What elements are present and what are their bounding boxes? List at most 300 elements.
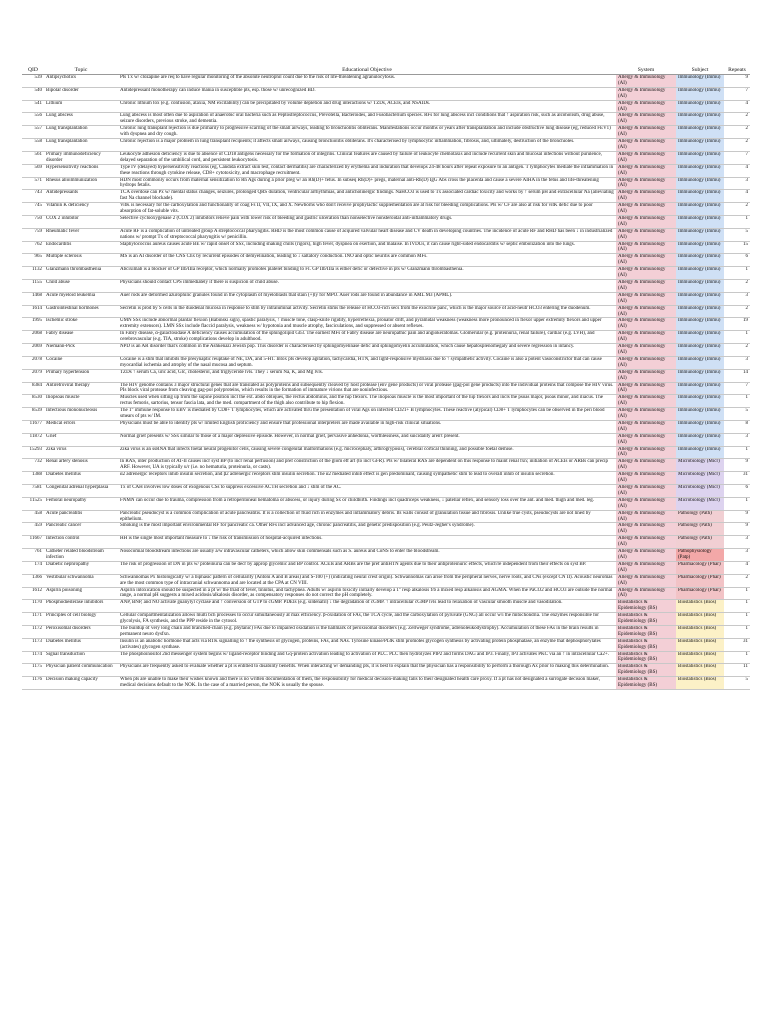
cell-subject: Immunology (Immu): [676, 139, 724, 152]
cell-system: Allergy & Immunology (AI): [616, 75, 676, 88]
cell-qid: 1155: [22, 280, 44, 293]
cell-subject: Pharmacology (Phar): [676, 587, 724, 600]
cell-system: Allergy & Immunology (AI): [616, 280, 676, 293]
cell-system: Biostatistics & Epidemiology (BS): [616, 664, 676, 677]
cell-repeats: 3: [724, 536, 750, 549]
cell-qid: 569: [22, 164, 44, 177]
cell-qid: 1388: [22, 472, 44, 485]
cell-repeats: 1: [724, 587, 750, 600]
cell-system: Allergy & Immunology (AI): [616, 472, 676, 485]
cell-topic: Acute myeloid leukemia: [44, 292, 118, 305]
cell-subject: Immunology (Immu): [676, 356, 724, 369]
cell-subject: Immunology (Immu): [676, 420, 724, 433]
cell-system: Allergy & Immunology (AI): [616, 305, 676, 318]
cell-objective: In RAS, inter production of AT-II causes incr syst BP (to incr renal perfusion) and pref constriction of the glom eff art (to incr GFR). Pts w/ bilateral RAS are dependent on this response to maint renal fxn; initiation of ACEIs or ARBs can precip ARF. However, UA is typically u/r (i.e. no hematuria, proteinuria, or casts).: [118, 459, 616, 472]
cell-system: Allergy & Immunology (AI): [616, 459, 676, 472]
table-row: [22, 356, 750, 369]
cell-objective: Lung abscess is most often due to aspiration of anaerobic oral bacteria such as Peptostreptococcus, Prevotella, Bacteroides, and Fusobacterium species. RFs for lung abscess incl conditions that ↑ aspiration risk, such as alcoholism, drug abuse, seizure disorders, previous stroke, and dementia.: [118, 113, 616, 126]
cell-subject: Biostatistics (Bios): [676, 600, 724, 613]
cell-repeats: 4: [724, 561, 750, 574]
cell-topic: Vitamin K deficiency: [44, 203, 118, 216]
cell-repeats: 14: [724, 369, 750, 382]
cell-topic: Antidepressants: [44, 190, 118, 203]
cell-objective: Selective cyclooxygenase 2 (COX 2) inhibitors relieve pain with lower risk of bleeding and gastric ulceration than nonselective nonsteroidal anti-inflammatory drugs.: [118, 215, 616, 228]
cell-topic: Hypersensitivity reactions: [44, 164, 118, 177]
cell-subject: Immunology (Immu): [676, 177, 724, 190]
cell-repeats: 3: [724, 356, 750, 369]
cell-subject: Immunology (Immu): [676, 87, 724, 100]
cell-repeats: 9: [724, 510, 750, 523]
cell-qid: 761: [22, 549, 44, 562]
cell-subject: Immunology (Immu): [676, 267, 724, 280]
cell-system: Allergy & Immunology (AI): [616, 164, 676, 177]
header-objective: Educational Objective: [118, 66, 616, 75]
cell-topic: Principles of cell biology: [44, 613, 118, 626]
cell-subject: Immunology (Immu): [676, 344, 724, 357]
table-row: [22, 382, 750, 395]
table-row: [22, 292, 750, 305]
cell-topic: Glanzmann thrombasthenia: [44, 267, 118, 280]
header-qid: QID: [22, 66, 44, 75]
table-body: [22, 75, 750, 690]
cell-repeats: 6: [724, 254, 750, 267]
cell-subject: Microbiology (Micr): [676, 485, 724, 498]
cell-repeats: 4: [724, 190, 750, 203]
cell-system: Allergy & Immunology (AI): [616, 139, 676, 152]
cell-repeats: 4: [724, 164, 750, 177]
cell-topic: Peroxisomal disorders: [44, 625, 118, 638]
cell-objective: When pts are unable to make their wishes known and there is no written documentation of them, the responsibility for medical decision-making falls to their designated health care proxy. If a pt has not designated a surrogate decision maker, medical decisions default to the NOK. In the case of a married person, the NOK is usually the spouse.: [118, 677, 616, 690]
cell-repeats: 2: [724, 305, 750, 318]
cell-system: Biostatistics & Epidemiology (BS): [616, 677, 676, 690]
cell-subject: Immunology (Immu): [676, 433, 724, 446]
cell-objective: In Fabry disease, α-galactosidase A deficiency causes accumulation of the sphingolipid Gb3. The earliest MFs of Fabry disease are neuropathic pain and angiokeratomas. Glomerular (e.g. proteinuria, renal failure), cardiac (e.g. LVH), and cerebrovascular (e.g. TIA, stroke) complications develop in adulthood.: [118, 331, 616, 344]
cell-repeats: 2: [724, 344, 750, 357]
cell-system: Allergy & Immunology (AI): [616, 408, 676, 421]
cell-subject: Immunology (Immu): [676, 280, 724, 293]
table-row: [22, 113, 750, 126]
cell-qid: 11525: [22, 497, 44, 510]
cell-qid: 2069: [22, 344, 44, 357]
cell-system: Allergy & Immunology (AI): [616, 190, 676, 203]
header-subject: Subject: [676, 66, 724, 75]
cell-objective: The 1° immune response to EBV is mediated by CD8+ T lymphocytes, which are activated thru the presentation of viral Ags on infected CD21+ B lymphocytes. These reactive (atypical) CD8+ T lymphocytes can be observed in the peri blood smears of pts w/ IM.: [118, 408, 616, 421]
cell-repeats: 3: [724, 177, 750, 190]
cell-topic: Antiretroviral therapy: [44, 382, 118, 395]
cell-objective: MS is an AI disorder of the CNS Chx by recurrent episodes of demyelination, leading to ↓ saltatory conduction. INO and optic neuritis are common MFs.: [118, 254, 616, 267]
cell-topic: Physician patient communication: [44, 664, 118, 677]
cell-objective: The HIV genome contains 3 major structural genes that are translated as polyproteins and subsequently cleaved by host protease (env gene products) or viral protease (gag-pol gene products) into the individual proteins that compose the HIV virus. PIs block viral protease from cleaving gag-pol polyproteins, which results in the formation of immature virions that are noninfectious.: [118, 382, 616, 395]
cell-qid: 965: [22, 254, 44, 267]
cell-qid: 762: [22, 241, 44, 254]
cell-system: Allergy & Immunology (AI): [616, 587, 676, 600]
cell-objective: Leukocyte adhesion deficiency is due to absence of CD18 antigens necessary for the formation of integrins. Clinical features are caused by failure of leukocyte chemotaxis and include recurrent skin and mucosal infections without purulence, delayed separation of the umbilical cord, and persistent leukocytosis.: [118, 151, 616, 164]
cell-system: Allergy & Immunology (AI): [616, 344, 676, 357]
cell-topic: Pancreatic cancer: [44, 523, 118, 536]
cell-qid: 743: [22, 190, 44, 203]
cell-subject: Pharmacology (Phar): [676, 574, 724, 587]
table-row: [22, 369, 750, 382]
cell-system: Allergy & Immunology (AI): [616, 369, 676, 382]
cell-subject: Biostatistics (Bios): [676, 651, 724, 664]
cell-topic: Diabetes mellitus: [44, 472, 118, 485]
cell-qid: 1174: [22, 651, 44, 664]
cell-subject: Immunology (Immu): [676, 254, 724, 267]
cell-system: Allergy & Immunology (AI): [616, 331, 676, 344]
cell-subject: Biostatistics (Bios): [676, 677, 724, 690]
cell-system: Allergy & Immunology (AI): [616, 382, 676, 395]
cell-repeats: 9: [724, 459, 750, 472]
table-row: [22, 472, 750, 485]
table-row: [22, 228, 750, 241]
cell-repeats: 4: [724, 100, 750, 113]
cell-qid: 2079: [22, 369, 44, 382]
cell-system: Allergy & Immunology (AI): [616, 241, 676, 254]
cell-subject: Immunology (Immu): [676, 75, 724, 88]
cell-qid: 8530: [22, 395, 44, 408]
cell-objective: Pancreatic pseudocyst is a common complication of acute pancreatitis. It is a collection of fluid rich in enzymes and inflammatory debris. Its walls consist of granulation tissue and fibrosis. Unlike true cysts, pseudocysts are not lined by epithelium.: [118, 510, 616, 523]
cell-subject: Immunology (Immu): [676, 203, 724, 216]
cell-repeats: 2: [724, 203, 750, 216]
cell-topic: Cocaine: [44, 356, 118, 369]
cell-subject: Immunology (Immu): [676, 151, 724, 164]
cell-objective: Chronic lung transplant rejection is due primarily to progressive scarring of the small airways, leading to bronchiolitis obliterans. Manifestations occur months or years after transplantation and include obstructive lung disease (eg, reduced FEV1) with dyspnea and dry cough.: [118, 126, 616, 139]
cell-system: Allergy & Immunology (AI): [616, 420, 676, 433]
cell-objective: Staphylococcus aureus causes acute BE w/ rapid onset of SSx, including shaking chills (rigors), high fever, dyspnea on exertion, and malaise. In IVDUs, it can cause right-sided endocarditis w/ septic embolization into the lungs.: [118, 241, 616, 254]
cell-subject: Pathology (Path): [676, 536, 724, 549]
table-row: [22, 485, 750, 498]
cell-topic: Acute pancreatitis: [44, 510, 118, 523]
cell-topic: Ischemic stroke: [44, 318, 118, 331]
objectives-table: [22, 66, 750, 690]
header-system: System: [616, 66, 676, 75]
cell-subject: Pathology (Path): [676, 523, 724, 536]
cell-topic: Diabetes mellitus: [44, 638, 118, 651]
cell-topic: Femoral neuropathy: [44, 497, 118, 510]
table-row: [22, 190, 750, 203]
cell-system: Allergy & Immunology (AI): [616, 497, 676, 510]
cell-repeats: 1: [724, 625, 750, 638]
table-row: [22, 446, 750, 459]
cell-objective: Tx of CAH involves low doses of exogenous CSs to suppress excessive ACTH secretion and ↓ stim of the AC.: [118, 485, 616, 498]
cell-system: Allergy & Immunology (AI): [616, 292, 676, 305]
cell-qid: 561: [22, 151, 44, 164]
cell-qid: 1170: [22, 600, 44, 613]
cell-objective: Aspirin intoxication should be suspected in a pt w/ the triad of fever, tinnitus, and tachypnea. Adults w/ aspirin toxicity initially develop a 1° resp alkalosis f/b a mixed resp alkalosis and AGMA. When the PaCO2 and HCO3 are outside the normal range, a normal pH suggests a mixed acidosis/alkalosis disorder, as compensatory responses do not correct the pH completely.: [118, 587, 616, 600]
cell-subject: Immunology (Immu): [676, 100, 724, 113]
table-row: [22, 549, 750, 562]
cell-system: Allergy & Immunology (AI): [616, 151, 676, 164]
cell-repeats: 7: [724, 87, 750, 100]
cell-repeats: 7: [724, 382, 750, 395]
cell-objective: Muscles used when sitting up from the supine position incl the ext. abdo obliques, the rectus abdominis, and the hip flexors. The iliopsoas muscle is the most important of the hip flexors and incls the psoas major, psoas minor, and iliacus. The rectus femoris, sartorius, tensor fascia lata, and the med. compartment of the thigh also contribute to hip flexion.: [118, 395, 616, 408]
cell-qid: 458: [22, 510, 44, 523]
header-repeats: Repeats: [724, 66, 750, 75]
cell-subject: Immunology (Immu): [676, 408, 724, 421]
cell-qid: 174: [22, 561, 44, 574]
cell-objective: The risk of progression of DN in pts w/ proteinuria can be decr by approp glycemic and BP control. ACEIs and ARBs are the pref antiHTN agents due to their antiproteinuric effects, which're independent from their effects on syst BP.: [118, 561, 616, 574]
cell-qid: 11872: [22, 433, 44, 446]
table-row: [22, 433, 750, 446]
cell-subject: Microbiology (Micr): [676, 497, 724, 510]
cell-qid: 556: [22, 113, 44, 126]
cell-objective: Chronic rejection is a major problem in lung transplant recipients; it affects small airways, causing bronchiolitis obliterans. It's characterised by lymphocytic inflammation, fibrosis, and, ultimately, destruction of the bronchioles.: [118, 139, 616, 152]
table-row: [22, 677, 750, 690]
cell-repeats: 5: [724, 228, 750, 241]
cell-objective: Auer rods are deformed azurophilic granules found in the cytoplasm of myeloblasts that stain (+)ly for MPO. Auer rods are found in abundance in AML M3 (APML).: [118, 292, 616, 305]
cell-qid: 11677: [22, 420, 44, 433]
table-row: [22, 305, 750, 318]
cell-qid: 1614: [22, 305, 44, 318]
cell-topic: Gastrointestinal hormones: [44, 305, 118, 318]
cell-system: Allergy & Immunology (AI): [616, 215, 676, 228]
cell-topic: Signal transduction: [44, 651, 118, 664]
cell-objective: Physicians must be able to identify pts w/ limited English proficiency and ensure that professional interpreters are made available in high-risk clinical situations.: [118, 420, 616, 433]
cell-objective: Physicians should contact CPS immediately if there is suspicion of child abuse.: [118, 280, 616, 293]
cell-topic: Rheumatic fever: [44, 228, 118, 241]
cell-topic: Bipolar disorder: [44, 87, 118, 100]
cell-topic: Fabry disease: [44, 331, 118, 344]
cell-qid: 745: [22, 203, 44, 216]
cell-system: Allergy & Immunology (AI): [616, 318, 676, 331]
cell-objective: Pts Tx w/ clozapine are req to have regular monitoring of the absolute neutrophil count due to the risk of life-threatening agranulocytosis.: [118, 75, 616, 88]
cell-objective: Type IV (delayed) hypersensitivity reactions (eg, Candida extract skin test, contact dermatitis) are characterized by erythema and induration that develops 24-48 hours after repeat exposure to an antigen. T lymphocytes mediate the inflammation in these reactions through cytokine release, CD8+ cytotoxicity, and macrophage recruitment.: [118, 164, 616, 177]
cell-objective: Cocaine is a stim that inhibits the presynaptic reuptake of NE, DA, and 5-HT. Intox pts develop agitation, tachycardia, HTN, and light-responsive mydriasis due to ↑ sympathetic activity. Cocaine is also a potent vasoconstrictor that can cause myocardial ischemia and atrophy of the nasal mucosa and septum.: [118, 356, 616, 369]
table-row: [22, 536, 750, 549]
cell-topic: Lung abscess: [44, 113, 118, 126]
cell-repeats: 1: [724, 267, 750, 280]
cell-system: Allergy & Immunology (AI): [616, 549, 676, 562]
cell-subject: Pathophysiology (Patp): [676, 549, 724, 562]
cell-qid: 1176: [22, 677, 44, 690]
cell-topic: Child abuse: [44, 280, 118, 293]
cell-system: Biostatistics & Epidemiology (BS): [616, 651, 676, 664]
table-row: [22, 126, 750, 139]
cell-repeats: 19: [724, 318, 750, 331]
cell-repeats: 9: [724, 523, 750, 536]
cell-objective: Cellular compartmentalization allows multi bch processes to occur simultaneously at max efficiency. β-oxidation of FAs, the TCA cycle, and the carboxylation of pyruvate (GNG) all occur w/i the mitochondria. The enzymes responsible for glycolysis, FA synthesis, and the PPP reside in the cytosol.: [118, 613, 616, 626]
cell-objective: The buildup of very long chain and branched-chain (e.g. phytanic) FAs due to impaired oxidation is the hallmark of peroxisomal disorders (e.g. Zellweger syndrome, adrenoleukodystrophy). Accumulation of these FAs in the brain results in permanent neuro dysfxn.: [118, 625, 616, 638]
cell-qid: 2078: [22, 356, 44, 369]
cell-system: Biostatistics & Epidemiology (BS): [616, 600, 676, 613]
cell-qid: 540: [22, 87, 44, 100]
cell-objective: The phosphoinositol 2nd messenger system begins w/ ligand-receptor binding and Gq-protein activation leading to activation of PLC. PLC then hydrolyzes PIP2 and forms DAG and IP3. Finally, IP3 activates PKC via an ↑ in intracellular Ca2+.: [118, 651, 616, 664]
cell-repeats: 3: [724, 292, 750, 305]
cell-repeats: 31: [724, 638, 750, 651]
cell-system: Allergy & Immunology (AI): [616, 100, 676, 113]
header-row: [22, 66, 750, 75]
cell-objective: VitK is necessary for the carboxylation and functionality of coag Fs II, VII, IX, and X. Newborns who don't receive prophylactic supplementation are at risk for bleeding complications. Pts w/ CF are also at risk for vitK defic due to poor absorption of fat-soluble vits.: [118, 203, 616, 216]
cell-objective: Smoking is the most important environmental RF for pancreatic ca. Other RFs incl advanced age, chronic pancreatitis, and genetic predisposition (e.g. Peutz-Jegher's syndrome).: [118, 523, 616, 536]
cell-system: Allergy & Immunology (AI): [616, 536, 676, 549]
table-row: [22, 267, 750, 280]
cell-topic: Lung transplantation: [44, 139, 118, 152]
cell-system: Allergy & Immunology (AI): [616, 485, 676, 498]
cell-qid: 557: [22, 126, 44, 139]
table-row: [22, 318, 750, 331]
cell-system: Allergy & Immunology (AI): [616, 87, 676, 100]
cell-objective: UMN SSx include abnormal plantar flexion (Babinski sign), spastic paralysis, ↑ muscle tone, clasp-knife rigidity, hyperreflexia, pronator drift, and pyramidal weakness (weakness more pronounced in flexor upper extremity flexors and upper extremity extensors). LMN SSx include flaccid paralysis, weakness w/ hypotonia and muscle atrophy, fasciculations, and suppressed or absent reflexes.: [118, 318, 616, 331]
table-row: [22, 497, 750, 510]
cell-objective: FNMN can occur due to trauma, compression from a retroperitoneal hematoma or abscess, or injury during Sx or childbirth. Findings incl quadriceps weakness, ↓ patellar reflex, and sensory loss over the ant. and med. thigh and med. leg.: [118, 497, 616, 510]
cell-system: Allergy & Immunology (AI): [616, 267, 676, 280]
cell-subject: Immunology (Immu): [676, 382, 724, 395]
cell-repeats: 31: [724, 472, 750, 485]
cell-objective: HDN most commonly occurs from maternal sensitization to Rh Ags during a prior preg w/ an Rh(D)+ fetus. In subseq Rh(D)+ pregs, maternal anti-Rh(D) IgG Abs cross the placenta and cause a severe AIHA in the fetus and life-threatening hydrops fetalis.: [118, 177, 616, 190]
table-row: [22, 561, 750, 574]
table-row: [22, 664, 750, 677]
cell-repeats: 1: [724, 613, 750, 626]
table-row: [22, 100, 750, 113]
table-row: [22, 254, 750, 267]
cell-topic: Medical errors: [44, 420, 118, 433]
cell-system: Allergy & Immunology (AI): [616, 433, 676, 446]
table-row: [22, 139, 750, 152]
cell-repeats: 5: [724, 677, 750, 690]
cell-repeats: 1: [724, 331, 750, 344]
table-row: [22, 344, 750, 357]
cell-objective: ANP, BNP, and NO activate guanylyl cyclase and ↑ conversion of GTP to cGMP. PDEIs (e.g. sildenafil) ↓ the degradation of cGMP. ↑ intracellular cGMP lvls lead to relaxation of vascular smooth muscle and vasodilation.: [118, 600, 616, 613]
cell-repeats: 15: [724, 241, 750, 254]
cell-qid: 1995: [22, 318, 44, 331]
cell-qid: 1612: [22, 587, 44, 600]
table-row: [22, 203, 750, 216]
cell-system: Allergy & Immunology (AI): [616, 203, 676, 216]
cell-subject: Immunology (Immu): [676, 241, 724, 254]
cell-repeats: 2: [724, 113, 750, 126]
cell-qid: 759: [22, 228, 44, 241]
cell-system: Allergy & Immunology (AI): [616, 523, 676, 536]
table-row: [22, 459, 750, 472]
cell-repeats: 2: [724, 574, 750, 587]
cell-repeats: 11: [724, 664, 750, 677]
table-row: [22, 651, 750, 664]
table-row: [22, 638, 750, 651]
cell-system: Allergy & Immunology (AI): [616, 356, 676, 369]
cell-subject: Microbiology (Micr): [676, 459, 724, 472]
cell-repeats: 1: [724, 395, 750, 408]
cell-repeats: 1: [724, 446, 750, 459]
table-row: [22, 164, 750, 177]
table-row: [22, 600, 750, 613]
table-row: [22, 625, 750, 638]
cell-topic: Decision making capacity: [44, 677, 118, 690]
cell-repeats: 6: [724, 485, 750, 498]
cell-repeats: 3: [724, 549, 750, 562]
cell-objective: Normal grief presents w/ SSx similar to those of a major depressive episode. However, in normal grief, pervasive anhedonia, worthlessness, and suicidality aren't present.: [118, 433, 616, 446]
cell-qid: 2068: [22, 331, 44, 344]
cell-qid: 571: [22, 177, 44, 190]
cell-subject: Immunology (Immu): [676, 446, 724, 459]
cell-repeats: 3: [724, 433, 750, 446]
table-row: [22, 420, 750, 433]
cell-objective: Chronic lithium tox (e.g. confusion, ataxia, NM excitability) can be precipitated by volume depletion and drug interactions w/ TZDs, ACEIs, and NSAIDs.: [118, 100, 616, 113]
cell-qid: 558: [22, 139, 44, 152]
table-row: [22, 510, 750, 523]
cell-topic: Diabetic nephropathy: [44, 561, 118, 574]
cell-subject: Immunology (Immu): [676, 331, 724, 344]
cell-system: Biostatistics & Epidemiology (BS): [616, 613, 676, 626]
table-row: [22, 574, 750, 587]
cell-system: Allergy & Immunology (AI): [616, 113, 676, 126]
cell-repeats: 1: [724, 215, 750, 228]
cell-system: Allergy & Immunology (AI): [616, 574, 676, 587]
cell-topic: Phosphodiesterase inhibitors: [44, 600, 118, 613]
cell-objective: NPD is an AR disorder that's common in the Ashkenazi Jewish pop. This disorder is characterised by sphingomyelinase defic and sphingomyelin accumulation, which cause hepatosplenomegaly and severe regression in infancy.: [118, 344, 616, 357]
spreadsheet-page: [22, 66, 750, 690]
cell-subject: Microbiology (Micr): [676, 472, 724, 485]
cell-qid: 1366: [22, 574, 44, 587]
cell-topic: Niemann-Pick: [44, 344, 118, 357]
cell-qid: 539: [22, 75, 44, 88]
cell-qid: 1175: [22, 664, 44, 677]
cell-objective: Physicians are frequently asked to evaluate whether a pt is entitled to disability benefits. When interacting w/ demanding pts, it is best to explain that the physician has a responsibility to perform a thorough Ax prior to making this determination.: [118, 664, 616, 677]
cell-objective: Zika virus is an ssRNA that infects foetal neural progenitor cells, causing severe congenital malformations (e.g. microcephaly, arthrogryposis), cerebral cortical thinning, and possible foetal demise.: [118, 446, 616, 459]
cell-subject: Biostatistics (Bios): [676, 625, 724, 638]
cell-subject: Immunology (Immu): [676, 292, 724, 305]
cell-topic: Lung transplantation: [44, 126, 118, 139]
cell-system: Allergy & Immunology (AI): [616, 254, 676, 267]
cell-subject: Immunology (Immu): [676, 318, 724, 331]
cell-topic: Iliopsoas muscle: [44, 395, 118, 408]
table-row: [22, 87, 750, 100]
cell-subject: Immunology (Immu): [676, 215, 724, 228]
cell-subject: Immunology (Immu): [676, 126, 724, 139]
cell-objective: HH is the single most important measure to ↓ the risk of transmission of hospital-acquired infections.: [118, 536, 616, 549]
cell-repeats: 1: [724, 651, 750, 664]
cell-topic: Antipsychotics: [44, 75, 118, 88]
cell-qid: 7581: [22, 485, 44, 498]
cell-system: Allergy & Immunology (AI): [616, 561, 676, 574]
cell-subject: Biostatistics (Bios): [676, 638, 724, 651]
cell-objective: TCA overdose can Px w/ mental status changes, seizures, prolonged QRS duration, ventricular arrhythmias, and anticholinergic findings. NaHCO3 is used to Tx associated cardiac toxicity and works by ↑ serum pH and extracellular Na (alleviating fast Na channel blockade).: [118, 190, 616, 203]
cell-topic: Lithium: [44, 100, 118, 113]
cell-subject: Immunology (Immu): [676, 228, 724, 241]
table-row: [22, 280, 750, 293]
cell-objective: Antidepressant monotherapy can induce mania in susceptible pts, esp. those w/ unrecognized BD.: [118, 87, 616, 100]
cell-system: Allergy & Immunology (AI): [616, 228, 676, 241]
cell-topic: Grief: [44, 433, 118, 446]
cell-system: Allergy & Immunology (AI): [616, 446, 676, 459]
cell-topic: Primary hypertension: [44, 369, 118, 382]
cell-repeats: 7: [724, 151, 750, 164]
cell-topic: Primary immunodeficiency disorder: [44, 151, 118, 164]
cell-subject: Immunology (Immu): [676, 190, 724, 203]
table-row: [22, 215, 750, 228]
cell-system: Biostatistics & Epidemiology (BS): [616, 625, 676, 638]
cell-objective: Nosocomial bloodstream infections are usually a/w intravascular catheters, which allow skin commensals such as S. aureus and CoNS to enter the bloodstream.: [118, 549, 616, 562]
cell-qid: 1171: [22, 613, 44, 626]
cell-objective: Secretin is prod by S cells in the duodenal mucosa in response to stim by intraluminal activity. Secretin stims the release of HCO3-rich secs from the exocrine panc, which is the major source of acid-neutr HCO3 entering the duodenum.: [118, 305, 616, 318]
cell-qid: 1172: [22, 625, 44, 638]
cell-topic: Multiple sclerosis: [44, 254, 118, 267]
cell-topic: Rhesus alloimmunization: [44, 177, 118, 190]
cell-subject: Immunology (Immu): [676, 395, 724, 408]
cell-qid: 541: [22, 100, 44, 113]
cell-topic: Vestibular schwannoma: [44, 574, 118, 587]
table-row: [22, 241, 750, 254]
table-row: [22, 331, 750, 344]
cell-topic: Endocarditis: [44, 241, 118, 254]
cell-topic: Congenital adrenal hyperplasia: [44, 485, 118, 498]
cell-topic: Zika virus: [44, 446, 118, 459]
cell-qid: 459: [22, 523, 44, 536]
cell-subject: Pathology (Path): [676, 510, 724, 523]
cell-qid: 1132: [22, 267, 44, 280]
cell-subject: Immunology (Immu): [676, 369, 724, 382]
cell-system: Biostatistics & Epidemiology (BS): [616, 638, 676, 651]
cell-repeats: 2: [724, 139, 750, 152]
